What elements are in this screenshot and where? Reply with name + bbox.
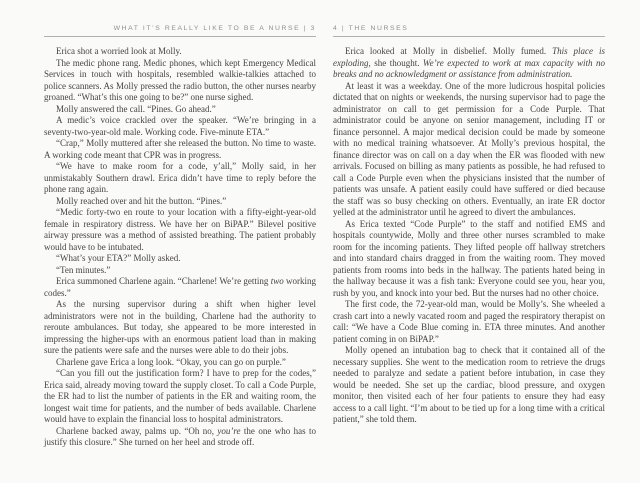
paragraph [44,161,316,196]
italic-text-run: you’re [217,425,241,436]
paragraph [44,196,316,208]
paragraph [44,115,316,138]
text-run: Erica shot a worried look at Molly. [56,46,182,56]
paragraph [44,265,316,277]
right-page-body [333,46,605,426]
text-run: the one who has to justify this closure.” She turned on her heel and strode off. [44,425,316,447]
text-run: “We have to make room for a code, y’all,” Molly said, in her unmistakably Southern drawl. Erica didn’t have time to reply before the phone rang again. [44,161,316,194]
paragraph [333,345,605,426]
paragraph [44,253,316,265]
left-header-rule [44,36,316,37]
paragraph [44,426,316,449]
italic-text-run: This place is exploding, [333,46,605,68]
paragraph [44,357,316,369]
text-run: “Medic forty-two en route to your location with a fifty-eight-year-old female in respiratory distress. We have her on BiPAP.” Bilevel positive airway pressure was a method of assisted breathing. The patient probably would have to be intubated. [44,207,316,252]
text-run: Molly opened an intubation bag to check that it contained all of the necessary supplies. She went to the medication room to retrieve the drugs needed to paralyze and sedate a patient before intubation, in case they would be needed. She set up the cardiac, blood pressure, and oxygen monitor, then visited each of her four patients to ensure they had easy access to a call light. “I’m about to be tied up for a long time with a critical patient,” she told them. [333,345,605,424]
text-run: Molly reached over and hit the button. “Pines.” [56,195,227,206]
text-run: “Crap,” Molly muttered after she released the button. No time to waste. A working code meant that CPR was in progress. [44,138,316,160]
text-run: Charlene gave Erica a long look. “Okay, you can go on purple.” [56,356,286,367]
text-run: she thought. [370,57,423,68]
paragraph [333,219,605,300]
text-run: “Ten minutes.” [56,264,111,275]
text-run: A medic’s voice crackled over the speaker. “We’re bringing in a seventy-two-year-old male. Working code. Five-minute ETA.” [44,115,316,137]
text-run: working codes.” [44,276,316,298]
right-header-rule [333,36,605,37]
paragraph [333,81,605,219]
paragraph [44,276,316,299]
paragraph [44,368,316,426]
paragraph [44,207,316,253]
paragraph [44,104,316,116]
left-page [44,0,316,483]
paragraph [333,46,605,81]
left-page-body [44,46,316,449]
paragraph [44,46,316,58]
italic-text-run: two [270,276,284,286]
paragraph [333,299,605,345]
text-run: At least it was a weekday. One of the more ludicrous hospital policies dictated that on nights or weekends, the nursing supervisor had to page the administrator on call to get permission for a Code Purple. That administrator could be anyone on senior management, including IT or finance personnel. A major medical decision could be made by someone with no medical training whatsoever. At Molly’s previous hospital, the finance director was on call on a day when the ER was flooded with new arrivals. Focused on billing as many patients as possible, he had refused to call a Code Purple even when the physicians insisted that the number of patients was unsafe. A patient easily could have suffered or died because the staff was so busy checking on others. Eventually, an irate ER doctor yelled at the administrator until he agreed to divert the ambulances. [333,80,605,217]
left-running-head: WHAT IT’S REALLY LIKE TO BE A NURSE | 3 [113,25,316,32]
text-run: “Can you fill out the justification form? I have to prep for the codes,” Erica said, already moving toward the supply closet. To call a Code Purple, the ER had to list the number of patients in the ER and waiting room, the longest wait time for patients, and the number of beds available. Charlene would have to explain the financial loss to hospital administrators. [44,368,316,424]
text-run: The medic phone rang. Medic phones, which kept Emergency Medical Services in touch with hospitals, resembled walkie-talkies attached to police scanners. As Molly pressed the radio button, the other nurses nearby groaned. “What’s this one going to be?” one nurse sighed. [44,57,316,102]
right-page [333,0,605,483]
text-run: Charlene backed away, palms up. “Oh no, [56,425,218,436]
text-run: Molly answered the call. “Pines. Go ahead.” [56,103,216,114]
paragraph [44,138,316,161]
italic-text-run: We’re expected to work at max capacity with no breaks and no acknowledgment or assistance from administration. [333,57,605,79]
text-run: Erica summoned Charlene again. “Charlene! We’re getting [56,276,271,286]
text-run: Erica looked at Molly in disbelief. Molly fumed. [345,46,553,56]
right-running-head: 4 | THE NURSES [333,25,409,32]
text-run: As the nursing supervisor during a shift when higher level administrators were not in the building, Charlene had the authority to reroute ambulances. But today, she appeared to be more interested in impressing the higher-ups with an enormous patient load than in making sure the patients were safe and the nurses were able to do their jobs. [44,299,316,355]
text-run: The first code, the 72-year-old man, would be Molly’s. She wheeled a crash cart into a newly vacated room and paged the respiratory therapist on call: “We have a Code Blue coming in. ETA three minutes. And another patient coming in on BiPAP.” [333,299,605,344]
text-run: “What’s your ETA?” Molly asked. [56,253,181,263]
text-run: As Erica texted “Code Purple” to the staff and notified EMS and hospitals countywide, Molly and three other nurses scrambled to make room for the incoming patients. They lifted people off hallway stretchers and into standard chairs dragged in from the waiting room. They moved patients from rooms into beds in the hallway. The patients hated being in the hallway because it was a fish tank: Everyone could see you, hear you, rush by you, and knock into your bed. But the nurses had no other choice. [333,218,605,298]
paragraph [44,299,316,357]
paragraph [44,58,316,104]
